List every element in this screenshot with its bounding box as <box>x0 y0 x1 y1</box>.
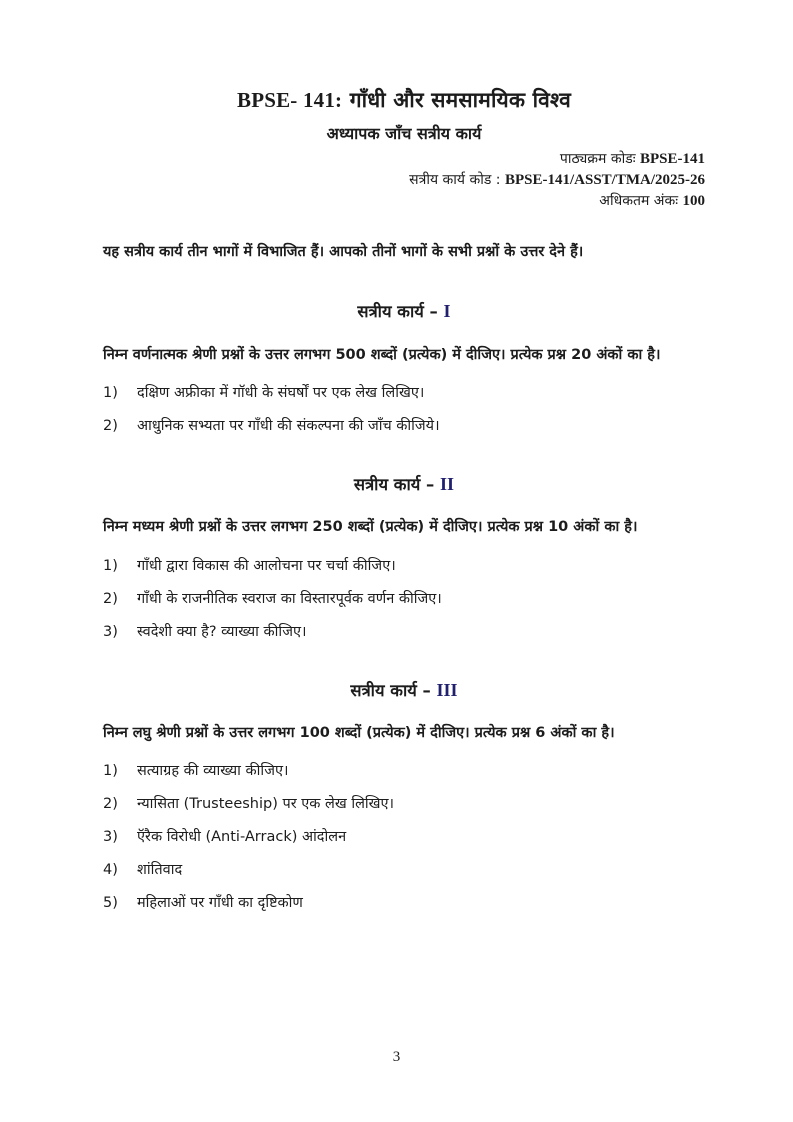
section-3-question-list <box>103 761 705 914</box>
intro-instructions: यह सत्रीय कार्य तीन भागों में विभाजित हैं। आपको तीनों भागों के सभी प्रश्नों के उत्तर देने हैं। <box>103 244 584 261</box>
assignment-code-value: BPSE-141/ASST/TMA/2025-26 <box>504 171 705 188</box>
question-number: 4) <box>103 862 118 879</box>
question-item <box>103 827 705 848</box>
question-text: स्वदेशी क्या है? व्याख्या कीजिए। <box>137 623 307 640</box>
question-number: 1) <box>103 557 118 574</box>
question-text: ऍरैक विरोधी (Anti-Arrack) आंदोलन <box>137 829 347 846</box>
meta-block <box>103 149 705 211</box>
assignment-subtitle: अध्यापक जाँच सत्रीय कार्य <box>326 124 482 144</box>
assignment-code-label: सत्रीय कार्य कोड : <box>409 171 501 188</box>
question-text: सत्याग्रह की व्याख्या कीजिए। <box>137 763 289 780</box>
course-code-label: पाठ्यक्रम कोडः <box>559 151 636 168</box>
section-2-description: निम्न मध्यम श्रेणी प्रश्नों के उत्तर लगभग 250 शब्दों (प्रत्येक) में दीजिए। प्रत्येक प्रश्न 10 अंकों का है। <box>103 519 638 536</box>
question-text: महिलाओं पर गाँधी का दृष्टिकोण <box>137 895 303 912</box>
section-2-heading <box>103 473 705 496</box>
course-name-hindi: गाँधी और समसामयिक विश्व <box>349 88 571 112</box>
question-text: गाँधी के राजनीतिक स्वराज का विस्तारपूर्वक वर्णन कीजिए। <box>137 590 442 607</box>
page-number: 3 <box>392 1049 401 1065</box>
assignment-code-line <box>103 170 705 191</box>
question-text: दक्षिण अफ्रीका में गॉधी के संघर्षों पर एक लेख लिखिए। <box>137 384 425 401</box>
question-item <box>103 794 705 815</box>
max-marks-label: अधिकतम अंकः <box>599 192 679 209</box>
question-item <box>103 860 705 881</box>
question-number: 3) <box>103 623 118 640</box>
question-text: न्यासिता (Trusteeship) पर एक लेख लिखिए। <box>137 796 395 813</box>
question-item <box>103 893 705 914</box>
max-marks-value: 100 <box>682 192 705 209</box>
question-item <box>103 383 705 404</box>
question-item <box>103 556 705 577</box>
question-number: 2) <box>103 796 118 813</box>
question-number: 5) <box>103 895 118 912</box>
question-number: 2) <box>103 590 118 607</box>
question-item <box>103 416 705 437</box>
section-1-numeral: I <box>443 301 451 322</box>
section-2-question-list <box>103 556 705 643</box>
question-item <box>103 761 705 782</box>
question-number: 2) <box>103 417 118 434</box>
section-3-description: निम्न लघु श्रेणी प्रश्नों के उत्तर लगभग 100 शब्दों (प्रत्येक) में दीजिए। प्रत्येक प्रश्न 6 अंकों का है। <box>103 725 615 742</box>
section-1-heading-label: सत्रीय कार्य – <box>357 302 438 322</box>
question-item <box>103 622 705 643</box>
section-1-description: निम्न वर्णनात्मक श्रेणी प्रश्नों के उत्तर लगभग 500 शब्दों (प्रत्येक) में दीजिए। प्रत्येक प्रश्न 20 अंकों का है। <box>103 346 661 363</box>
question-number: 1) <box>103 763 118 780</box>
question-number: 3) <box>103 829 118 846</box>
question-text: शांतिवाद <box>137 862 183 879</box>
section-3-heading-label: सत्रीय कार्य – <box>350 680 431 700</box>
section-3-heading <box>103 679 705 702</box>
course-code-title: BPSE- 141: <box>236 88 343 112</box>
section-2-heading-label: सत्रीय कार्य – <box>353 475 435 494</box>
course-code-value: BPSE-141 <box>639 151 705 168</box>
max-marks-line <box>103 191 705 212</box>
section-1-heading <box>103 300 705 323</box>
section-2-numeral: II <box>440 474 455 494</box>
section-3-numeral: III <box>436 679 458 700</box>
question-number: 1) <box>103 384 118 401</box>
question-text: गाँधी द्वारा विकास की आलोचना पर चर्चा कीजिए। <box>137 557 396 574</box>
page-title <box>103 86 705 114</box>
section-1-question-list <box>103 383 705 437</box>
question-text: आधुनिक सभ्यता पर गाँधी की संकल्पना की जाँच कीजिये। <box>137 417 440 434</box>
course-code-line <box>103 149 705 170</box>
question-item <box>103 589 705 610</box>
